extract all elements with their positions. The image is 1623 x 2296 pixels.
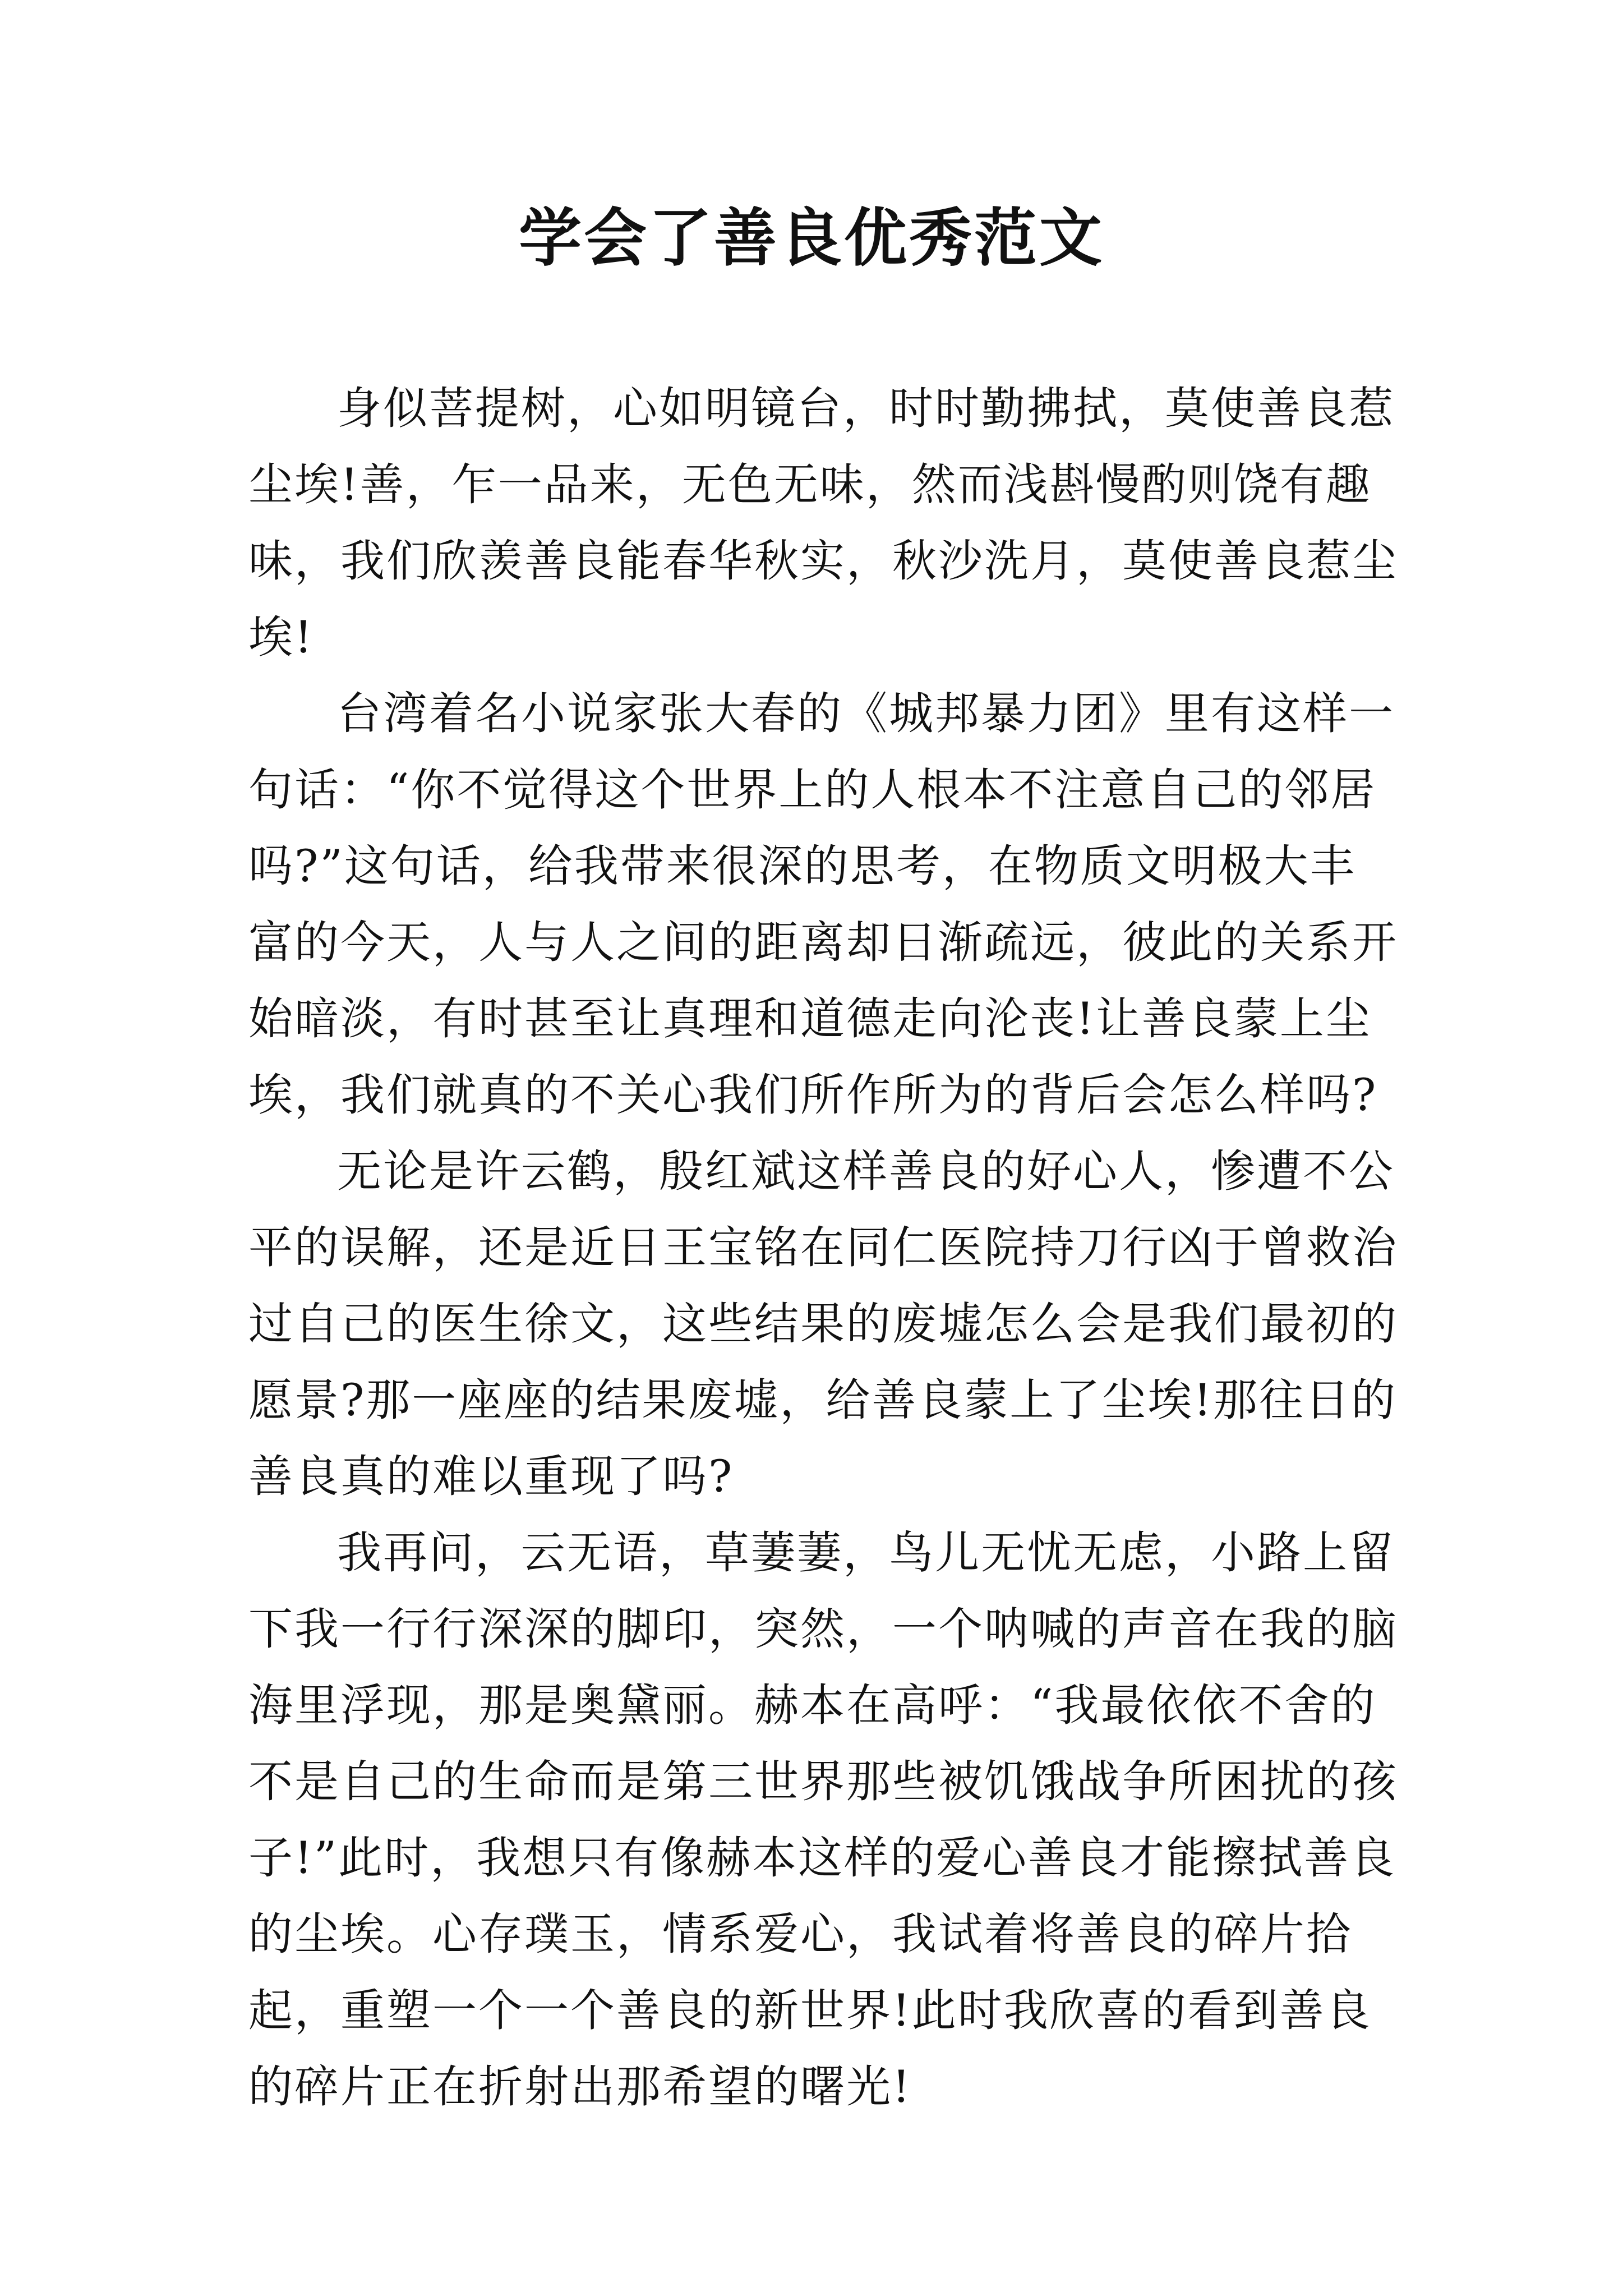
paragraph: 无论是许云鹤，殷红斌这样善良的好心人，惨遭不公平的误解，还是近日王宝铭在同仁医院持刀行凶于曾救治过自己的医生徐文，这些结果的废墟怎么会是我们最初的愿景?那一座座的结果废墟，给善良蒙上了尘埃!那往日的善良真的难以重现了吗? — [248, 1145, 1398, 1502]
paragraph: 我再问，云无语，草萋萋，鸟儿无忧无虑，小路上留下我一行行深深的脚印，突然，一个呐喊的声音在我的脑海里浮现，那是奥黛丽。赫本在高呼：“我最依依不舍的不是自己的生命而是第三世界那些被饥饿战争所困扰的孩子!”此时，我想只有像赫本这样的爱心善良才能擦拭善良的尘埃。心存璞玉，情系爱心，我试着将善良的碎片拾起，重塑一个一个善良的新世界!此时我欣喜的看到善良的碎片正在折射出那希望的曙光! — [248, 1527, 1398, 2113]
document-title: 学会了善良优秀范文 — [519, 201, 1104, 275]
paragraph: 台湾着名小说家张大春的《城邦暴力团》里有这样一句话：“你不觉得这个世界上的人根本不注意自己的邻居吗?”这句话，给我带来很深的思考，在物质文明极大丰富的今天，人与人之间的距离却日渐疏远，彼此的关系开始暗淡，有时甚至让真理和道德走向沦丧!让善良蒙上尘埃，我们就真的不关心我们所作所为的背后会怎么样吗? — [248, 688, 1398, 1121]
document-body — [248, 370, 1401, 2125]
paragraph: 身似菩提树，心如明镜台，时时勤拂拭，莫使善良惹尘埃!善，乍一品来，无色无味，然而浅斟慢酌则饶有趣味，我们欣羡善良能春华秋实，秋沙洗月，莫使善良惹尘埃! — [248, 383, 1398, 663]
